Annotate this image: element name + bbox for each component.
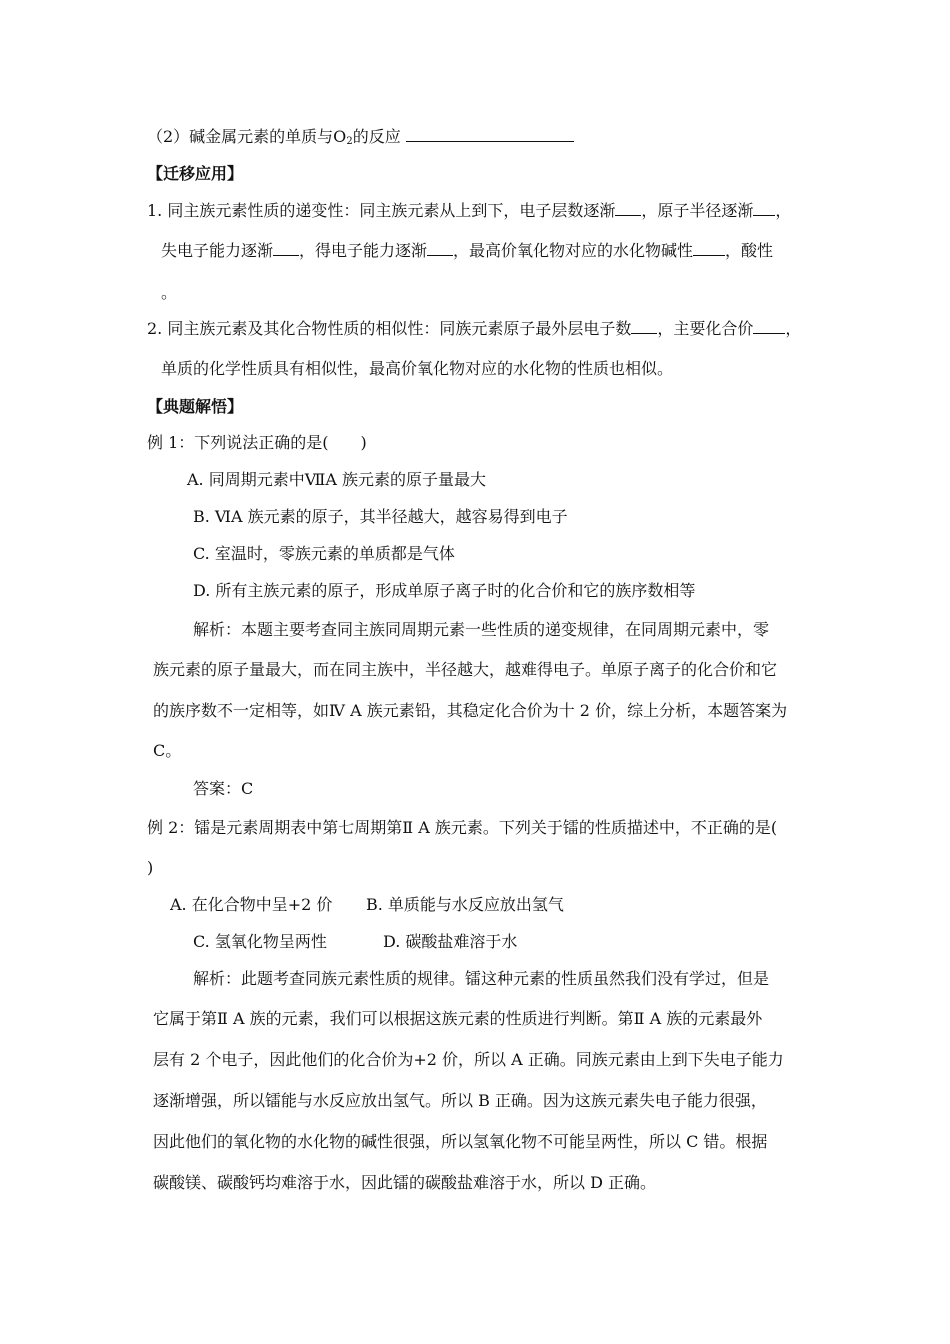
option-c: C. 氢氧化物呈两性 — [193, 932, 327, 951]
answer-blank — [753, 201, 775, 216]
analysis-paragraph: 碳酸镁、碳酸钙均难溶于水，因此镭的碳酸盐难溶于水，所以 D 正确。 — [153, 1173, 657, 1192]
option-d: D. 碳酸盐难溶于水 — [383, 932, 518, 951]
text: ，最高价氧化物对应的水化物碱性 — [453, 241, 694, 260]
text: ，得电子能力逐渐 — [299, 241, 428, 260]
question-2-line — [147, 126, 574, 153]
analysis-paragraph: 解析：本题主要考查同主族同周期元素一些性质的递变规律，在同周期元素中，零 — [193, 620, 770, 639]
item-1-line — [161, 240, 773, 262]
option-d: D. 所有主族元素的原子，形成单原子离子时的化合价和它的族序数相等 — [193, 581, 696, 600]
answer-blank — [693, 241, 725, 256]
analysis-paragraph: C。 — [153, 741, 182, 760]
answer-blank — [427, 241, 453, 256]
answer-line: 答案：C — [193, 779, 254, 798]
option-c: C. 室温时，零族元素的单质都是气体 — [193, 544, 455, 563]
text: ，酸性 — [725, 241, 774, 260]
answer-blank — [631, 319, 657, 334]
option-a: A. 在化合物中呈+2 价 — [170, 895, 333, 914]
answer-blank — [406, 127, 574, 142]
answer-blank — [273, 241, 299, 256]
option-b: B. ⅥA 族元素的原子，其半径越大，越容易得到电子 — [193, 507, 568, 526]
text: 的反应 — [352, 127, 401, 146]
analysis-paragraph: 族元素的原子量最大，而在同主族中，半径越大，越难得电子。单原子离子的化合价和它 — [153, 660, 778, 679]
example-2-question: ) — [147, 858, 154, 877]
item-1-line — [147, 200, 791, 222]
section-heading-examples: 【典题解悟】 — [147, 397, 244, 416]
option-a: A. 同周期元素中ⅦA 族元素的原子量最大 — [187, 470, 487, 489]
option-b: B. 单质能与水反应放出氢气 — [366, 895, 564, 914]
analysis-paragraph: 它属于第Ⅱ A 族的元素，我们可以根据这族元素的性质进行判断。第Ⅱ A 族的元素最外 — [153, 1009, 763, 1028]
text: 失电子能力逐渐 — [161, 241, 274, 260]
item-2-line — [147, 318, 801, 340]
example-2-question: 例 2：镭是元素周期表中第七周期第Ⅱ A 族元素。下列关于镭的性质描述中，不正确的是( — [147, 818, 778, 837]
text: 2. 同主族元素及其化合物性质的相似性：同族元素原子最外层电子数 — [147, 319, 632, 338]
text: 1. 同主族元素性质的递变性：同主族元素从上到下，电子层数逐渐 — [147, 201, 616, 220]
example-1-question: 例 1：下列说法正确的是( ) — [147, 433, 367, 452]
analysis-paragraph: 逐渐增强，所以镭能与水反应放出氢气。所以 B 正确。因为这族元素失电子能力很强， — [153, 1091, 767, 1110]
analysis-paragraph: 层有 2 个电子，因此他们的化合价为+2 价，所以 A 正确。同族元素由上到下失电子能力 — [153, 1050, 784, 1069]
text: （2）碱金属元素的单质与O — [147, 127, 347, 146]
answer-blank — [615, 201, 641, 216]
analysis-paragraph: 因此他们的氧化物的水化物的碱性很强，所以氢氧化物不可能呈两性，所以 C 错。根据 — [153, 1132, 768, 1151]
text: ， — [785, 319, 802, 338]
text: ，原子半径逐渐 — [641, 201, 754, 220]
text: ，主要化合价 — [657, 319, 754, 338]
text: ， — [775, 201, 792, 220]
analysis-paragraph: 的族序数不一定相等，如Ⅳ A 族元素铅，其稳定化合价为十 2 价，综上分析，本题答案为 — [153, 701, 788, 720]
item-1-line: 。 — [161, 283, 178, 302]
subscript: 2 — [346, 136, 353, 147]
item-2-line: 单质的化学性质具有相似性，最高价氧化物对应的水化物的性质也相似。 — [161, 359, 674, 378]
analysis-paragraph: 解析：此题考查同族元素性质的规律。镭这种元素的性质虽然我们没有学过，但是 — [193, 969, 770, 988]
section-heading-transfer: 【迁移应用】 — [147, 164, 244, 183]
answer-blank — [753, 319, 785, 334]
